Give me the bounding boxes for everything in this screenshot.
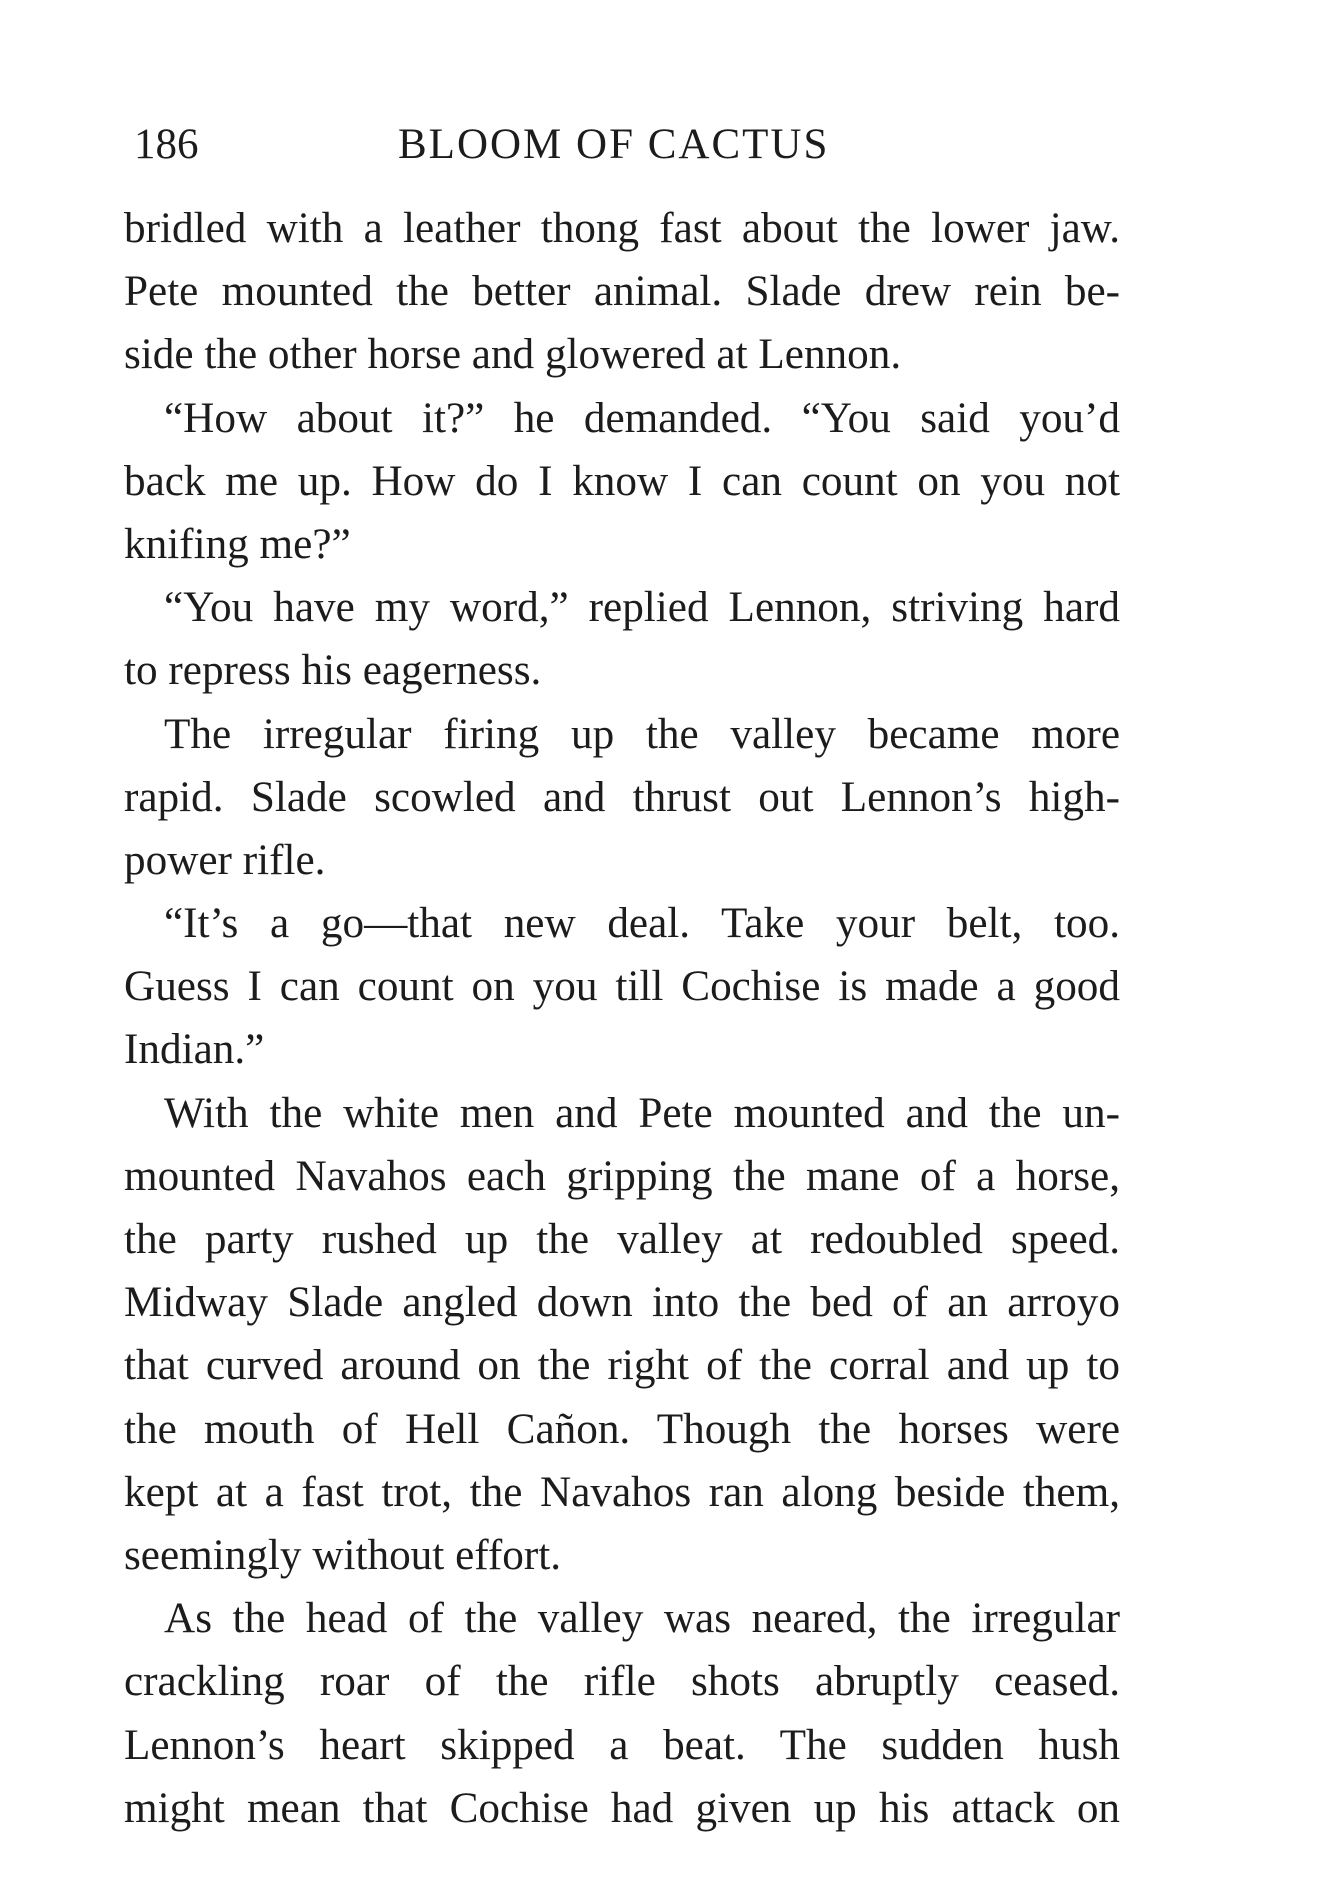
text-line: knifing me?” — [124, 520, 351, 568]
text-line: that curved around on the right of the corral and up to — [124, 1342, 1120, 1390]
text-line: mounted Navahos each gripping the mane of a horse, — [124, 1152, 1120, 1200]
page-header — [124, 120, 1120, 178]
text-line: crackling roar of the rifle shots abruptly ceased. — [124, 1658, 1120, 1706]
text-line: the party rushed up the valley at redoubled speed. — [124, 1216, 1120, 1263]
body-text — [124, 197, 1120, 1840]
text-line: might mean that Cochise had given up his attack on — [124, 1784, 1120, 1832]
text-line: “How about it?” he demanded. “You said you’d — [164, 394, 1120, 442]
text-line: Pete mounted the better animal. Slade drew rein be- — [124, 268, 1120, 316]
text-line: Lennon’s heart skipped a beat. The sudden hush — [124, 1721, 1120, 1769]
text-line: As the head of the valley was neared, the irregular — [164, 1595, 1120, 1643]
text-line: “It’s a go—that new deal. Take your belt, too. — [164, 900, 1120, 948]
text-line: kept at a fast trot, the Navahos ran along beside them, — [124, 1468, 1120, 1516]
text-line: Guess I can count on you till Cochise is made a good — [124, 963, 1120, 1011]
text-line: to repress his eagerness. — [124, 647, 542, 695]
text-line: “You have my word,” replied Lennon, striving hard — [164, 584, 1120, 632]
text-line: side the other horse and glowered at Lennon. — [124, 331, 902, 379]
text-line: seemingly without effort. — [124, 1531, 561, 1579]
page-number: 186 — [134, 121, 199, 168]
text-line: Midway Slade angled down into the bed of an arroyo — [124, 1279, 1120, 1327]
text-line: bridled with a leather thong fast about the lower jaw. — [124, 205, 1120, 252]
running-title: BLOOM OF CACTUS — [398, 121, 830, 168]
text-line: back me up. How do I know I can count on you not — [124, 457, 1120, 505]
text-line: The irregular firing up the valley became more — [164, 710, 1120, 758]
text-line: the mouth of Hell Cañon. Though the horses were — [124, 1405, 1120, 1453]
text-line: rapid. Slade scowled and thrust out Lennon’s high- — [124, 773, 1120, 821]
text-line: Indian.” — [124, 1026, 265, 1074]
text-line: With the white men and Pete mounted and the un- — [164, 1089, 1120, 1137]
text-line: power rifle. — [124, 836, 326, 884]
